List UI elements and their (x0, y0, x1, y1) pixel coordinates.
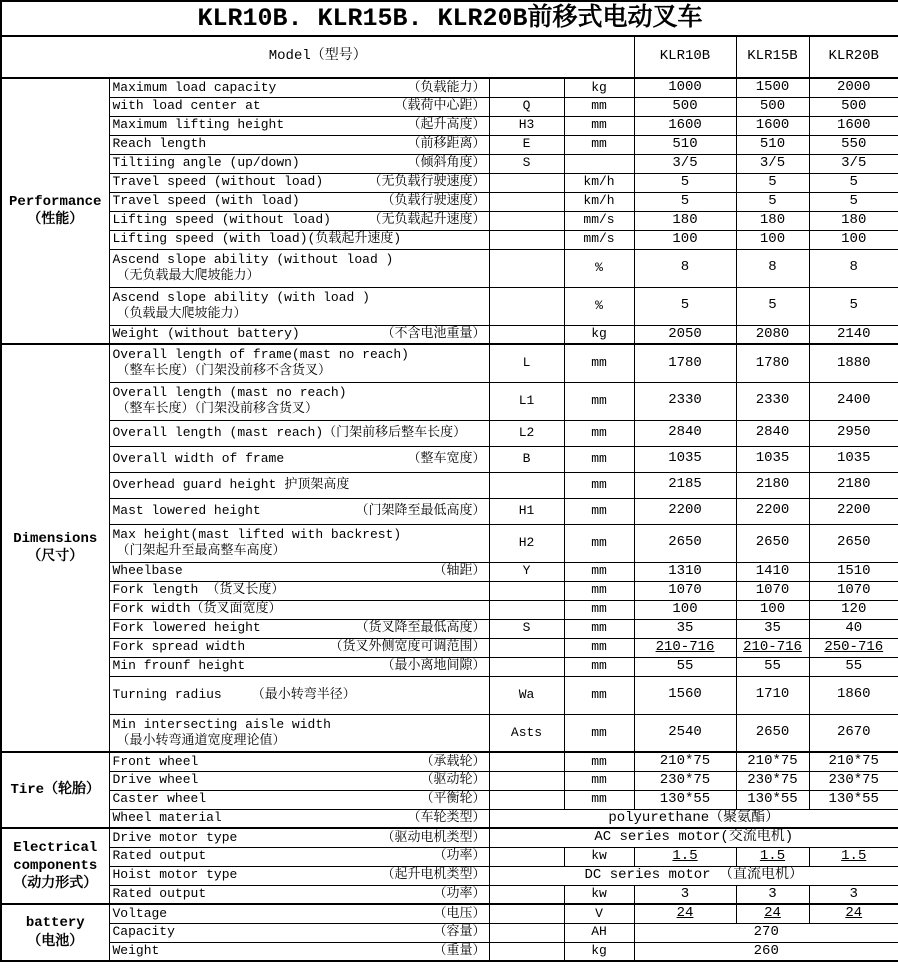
value-cell: 2200 (736, 498, 809, 524)
model-header-label: Model（型号） (1, 36, 634, 78)
value-cell: 8 (736, 249, 809, 287)
symbol-cell (489, 904, 564, 923)
section-label: battery （电池） (1, 904, 109, 961)
table-row (1, 714, 898, 752)
title-row (1, 1, 898, 36)
merged-value-cell: polyurethane（聚氨酯） (489, 809, 898, 828)
param-label: Weight (without battery) （不含电池重量） (109, 325, 489, 344)
unit-cell (564, 154, 634, 173)
symbol-cell: L1 (489, 382, 564, 420)
value-cell: 2080 (736, 325, 809, 344)
value-cell: 210*75 (736, 752, 809, 771)
value-cell: 5 (634, 173, 736, 192)
value-cell: 1860 (809, 676, 898, 714)
unit-cell: mm (564, 524, 634, 562)
unit-cell: mm (564, 97, 634, 116)
value-cell: 40 (809, 619, 898, 638)
value-cell: 2180 (736, 472, 809, 498)
value-cell: 210*75 (809, 752, 898, 771)
table-row (1, 847, 898, 866)
table-row (1, 676, 898, 714)
symbol-cell (489, 638, 564, 657)
symbol-cell (489, 472, 564, 498)
value-cell: 1000 (634, 78, 736, 97)
symbol-cell (489, 581, 564, 600)
value-cell: 100 (736, 600, 809, 619)
symbol-cell: H2 (489, 524, 564, 562)
unit-cell: kg (564, 325, 634, 344)
symbol-cell: S (489, 154, 564, 173)
value-cell: 3/5 (736, 154, 809, 173)
param-label: Rated output （功率） (109, 885, 489, 904)
section-label: Tire（轮胎） (1, 752, 109, 828)
param-label: Mast lowered height （门架降至最低高度） (109, 498, 489, 524)
value-cell: 1780 (634, 344, 736, 382)
value-cell: 130*55 (736, 790, 809, 809)
value-cell: 130*55 (634, 790, 736, 809)
value-cell: 1600 (809, 116, 898, 135)
value-cell: 1500 (736, 78, 809, 97)
unit-cell: kw (564, 847, 634, 866)
param-label: Ascend slope ability (without load ) （无负载最大爬坡能力） (109, 249, 489, 287)
table-row (1, 923, 898, 942)
symbol-cell: Asts (489, 714, 564, 752)
value-cell: 5 (634, 192, 736, 211)
value-cell: 1.5 (736, 847, 809, 866)
table-row (1, 771, 898, 790)
symbol-cell (489, 847, 564, 866)
param-label: Travel speed (without load) （无负载行驶速度） (109, 173, 489, 192)
table-row (1, 942, 898, 961)
symbol-cell (489, 192, 564, 211)
table-row (1, 562, 898, 581)
table-row (1, 472, 898, 498)
unit-cell: mm (564, 752, 634, 771)
value-cell: 3 (809, 885, 898, 904)
value-cell: 1880 (809, 344, 898, 382)
value-cell: 2840 (736, 420, 809, 446)
merged-value-cell: AC series motor(交流电机) (489, 828, 898, 847)
value-cell: 5 (809, 173, 898, 192)
table-row (1, 619, 898, 638)
table-row (1, 809, 898, 828)
merged-value-cell: DC series motor （直流电机） (489, 866, 898, 885)
value-cell: 8 (809, 249, 898, 287)
table-row (1, 828, 898, 847)
param-label: Wheelbase （轴距） (109, 562, 489, 581)
value-cell: 180 (634, 211, 736, 230)
value-cell: 55 (634, 657, 736, 676)
param-label: Rated output （功率） (109, 847, 489, 866)
value-cell: 2840 (634, 420, 736, 446)
table-row (1, 154, 898, 173)
value-cell: 24 (634, 904, 736, 923)
table-row (1, 446, 898, 472)
page-title: KLR10B. KLR15B. KLR20B前移式电动叉车 (1, 1, 898, 36)
symbol-cell: S (489, 619, 564, 638)
table-row (1, 116, 898, 135)
symbol-cell (489, 752, 564, 771)
value-cell: 8 (634, 249, 736, 287)
param-label: Min intersecting aisle width （最小转弯通道宽度理论值） (109, 714, 489, 752)
symbol-cell (489, 78, 564, 97)
value-cell: 100 (634, 230, 736, 249)
value-cell: 120 (809, 600, 898, 619)
symbol-cell: L (489, 344, 564, 382)
value-cell: 3/5 (634, 154, 736, 173)
table-row (1, 249, 898, 287)
value-cell: 210-716 (736, 638, 809, 657)
param-label: Turning radius （最小转弯半径） (109, 676, 489, 714)
value-cell: 5 (736, 287, 809, 325)
value-cell: 55 (809, 657, 898, 676)
param-label: Min frounf height （最小离地间隙） (109, 657, 489, 676)
param-label: Overall length (mast no reach) （整车长度）（门架没前移含货叉） (109, 382, 489, 420)
value-cell: 2140 (809, 325, 898, 344)
unit-cell: mm (564, 446, 634, 472)
value-cell: 2330 (736, 382, 809, 420)
merged-value-cell: 270 (634, 923, 898, 942)
value-cell: 1310 (634, 562, 736, 581)
symbol-cell (489, 885, 564, 904)
unit-cell: mm/s (564, 211, 634, 230)
section-label: Performance （性能） (1, 78, 109, 344)
unit-cell: V (564, 904, 634, 923)
param-label: Overhead guard height 护顶架高度 (109, 472, 489, 498)
symbol-cell (489, 790, 564, 809)
value-cell: 130*55 (809, 790, 898, 809)
table-row (1, 866, 898, 885)
table-row (1, 135, 898, 154)
value-cell: 210-716 (634, 638, 736, 657)
value-cell: 5 (736, 192, 809, 211)
symbol-cell (489, 230, 564, 249)
symbol-cell: H3 (489, 116, 564, 135)
model-column-klr10b: KLR10B (634, 36, 736, 78)
value-cell: 2670 (809, 714, 898, 752)
table-row (1, 344, 898, 382)
spec-table-body (1, 78, 898, 961)
unit-cell: km/h (564, 192, 634, 211)
value-cell: 1035 (736, 446, 809, 472)
unit-cell: mm (564, 472, 634, 498)
value-cell: 55 (736, 657, 809, 676)
unit-cell: mm (564, 600, 634, 619)
unit-cell: mm (564, 714, 634, 752)
table-row (1, 287, 898, 325)
value-cell: 210*75 (634, 752, 736, 771)
value-cell: 1035 (809, 446, 898, 472)
value-cell: 24 (736, 904, 809, 923)
param-label: Maximum load capacity （负载能力） (109, 78, 489, 97)
unit-cell: % (564, 249, 634, 287)
value-cell: 2180 (809, 472, 898, 498)
param-label: Maximum lifting height （起升高度） (109, 116, 489, 135)
table-row (1, 581, 898, 600)
value-cell: 100 (809, 230, 898, 249)
value-cell: 1410 (736, 562, 809, 581)
param-label: Overall width of frame （整车宽度） (109, 446, 489, 472)
value-cell: 3/5 (809, 154, 898, 173)
value-cell: 2950 (809, 420, 898, 446)
value-cell: 3 (736, 885, 809, 904)
param-label: Fork spread width （货叉外侧宽度可调范围） (109, 638, 489, 657)
model-column-klr15b: KLR15B (736, 36, 809, 78)
unit-cell: mm (564, 581, 634, 600)
section-label: Dimensions （尺寸） (1, 344, 109, 752)
value-cell: 550 (809, 135, 898, 154)
symbol-cell (489, 923, 564, 942)
table-row (1, 230, 898, 249)
table-row (1, 498, 898, 524)
value-cell: 1070 (634, 581, 736, 600)
value-cell: 2200 (809, 498, 898, 524)
value-cell: 2330 (634, 382, 736, 420)
unit-cell: mm (564, 638, 634, 657)
unit-cell: mm (564, 771, 634, 790)
value-cell: 1070 (736, 581, 809, 600)
value-cell: 2650 (809, 524, 898, 562)
value-cell: 5 (809, 192, 898, 211)
param-label: Drive wheel （驱动轮） (109, 771, 489, 790)
param-label: Fork width （货叉面宽度） (109, 600, 489, 619)
param-label: Reach length （前移距离） (109, 135, 489, 154)
value-cell: 2000 (809, 78, 898, 97)
value-cell: 35 (736, 619, 809, 638)
unit-cell: mm (564, 790, 634, 809)
param-label: Hoist motor type （起升电机类型） (109, 866, 489, 885)
value-cell: 500 (634, 97, 736, 116)
value-cell: 1.5 (809, 847, 898, 866)
table-row (1, 600, 898, 619)
symbol-cell: L2 (489, 420, 564, 446)
value-cell: 2200 (634, 498, 736, 524)
symbol-cell: H1 (489, 498, 564, 524)
param-label: Travel speed (with load) （负载行驶速度） (109, 192, 489, 211)
header-row (1, 36, 898, 78)
value-cell: 230*75 (634, 771, 736, 790)
table-row (1, 885, 898, 904)
unit-cell: mm (564, 498, 634, 524)
symbol-cell (489, 287, 564, 325)
unit-cell: % (564, 287, 634, 325)
table-row (1, 752, 898, 771)
value-cell: 1035 (634, 446, 736, 472)
table-row (1, 173, 898, 192)
param-label: Weight （重量） (109, 942, 489, 961)
value-cell: 35 (634, 619, 736, 638)
unit-cell: kg (564, 78, 634, 97)
unit-cell: mm (564, 657, 634, 676)
value-cell: 5 (736, 173, 809, 192)
param-label: Wheel material （车轮类型） (109, 809, 489, 828)
table-row (1, 904, 898, 923)
value-cell: 1780 (736, 344, 809, 382)
section-label: Electrical components （动力形式） (1, 828, 109, 904)
value-cell: 1510 (809, 562, 898, 581)
unit-cell: mm (564, 382, 634, 420)
symbol-cell (489, 600, 564, 619)
param-label: Fork length （货叉长度） (109, 581, 489, 600)
value-cell: 2650 (634, 524, 736, 562)
unit-cell: mm (564, 676, 634, 714)
table-row (1, 420, 898, 446)
symbol-cell: Q (489, 97, 564, 116)
param-label: Lifting speed (with load) (负载起升速度) (109, 230, 489, 249)
param-label: with load center at （载荷中心距） (109, 97, 489, 116)
value-cell: 1710 (736, 676, 809, 714)
symbol-cell (489, 173, 564, 192)
value-cell: 230*75 (809, 771, 898, 790)
table-row (1, 638, 898, 657)
value-cell: 2650 (736, 714, 809, 752)
value-cell: 500 (736, 97, 809, 116)
value-cell: 1600 (736, 116, 809, 135)
param-label: Front wheel （承载轮） (109, 752, 489, 771)
value-cell: 510 (634, 135, 736, 154)
value-cell: 1.5 (634, 847, 736, 866)
table-row (1, 790, 898, 809)
value-cell: 180 (736, 211, 809, 230)
value-cell: 24 (809, 904, 898, 923)
unit-cell: mm (564, 619, 634, 638)
symbol-cell: Wa (489, 676, 564, 714)
symbol-cell (489, 657, 564, 676)
symbol-cell (489, 325, 564, 344)
param-label: Lifting speed (without load) （无负载起升速度） (109, 211, 489, 230)
symbol-cell (489, 249, 564, 287)
symbol-cell (489, 211, 564, 230)
symbol-cell (489, 771, 564, 790)
value-cell: 2400 (809, 382, 898, 420)
table-row (1, 78, 898, 97)
param-label: Drive motor type （驱动电机类型） (109, 828, 489, 847)
value-cell: 510 (736, 135, 809, 154)
unit-cell: mm (564, 344, 634, 382)
symbol-cell: B (489, 446, 564, 472)
table-row (1, 524, 898, 562)
unit-cell: mm (564, 116, 634, 135)
unit-cell: kw (564, 885, 634, 904)
table-row (1, 97, 898, 116)
unit-cell: mm (564, 562, 634, 581)
symbol-cell (489, 942, 564, 961)
param-label: Caster wheel （平衡轮） (109, 790, 489, 809)
value-cell: 180 (809, 211, 898, 230)
value-cell: 1560 (634, 676, 736, 714)
unit-cell: AH (564, 923, 634, 942)
value-cell: 2050 (634, 325, 736, 344)
value-cell: 1070 (809, 581, 898, 600)
unit-cell: mm (564, 135, 634, 154)
unit-cell: mm (564, 420, 634, 446)
table-row (1, 211, 898, 230)
param-label: Fork lowered height （货叉降至最低高度） (109, 619, 489, 638)
value-cell: 2540 (634, 714, 736, 752)
param-label: Overall length (mast reach) （门架前移后整车长度） (109, 420, 489, 446)
unit-cell: km/h (564, 173, 634, 192)
unit-cell: mm/s (564, 230, 634, 249)
value-cell: 5 (809, 287, 898, 325)
table-row (1, 192, 898, 211)
value-cell: 100 (634, 600, 736, 619)
value-cell: 1600 (634, 116, 736, 135)
table-row (1, 382, 898, 420)
table-row (1, 325, 898, 344)
param-label: Overall length of frame(mast no reach) （整车长度）（门架没前移不含货叉） (109, 344, 489, 382)
value-cell: 500 (809, 97, 898, 116)
value-cell: 3 (634, 885, 736, 904)
value-cell: 250-716 (809, 638, 898, 657)
value-cell: 2650 (736, 524, 809, 562)
param-label: Ascend slope ability (with load ) （负载最大爬坡能力） (109, 287, 489, 325)
symbol-cell: E (489, 135, 564, 154)
merged-value-cell: 260 (634, 942, 898, 961)
param-label: Capacity （容量） (109, 923, 489, 942)
param-label: Voltage （电压） (109, 904, 489, 923)
table-row (1, 657, 898, 676)
value-cell: 5 (634, 287, 736, 325)
model-column-klr20b: KLR20B (809, 36, 898, 78)
symbol-cell: Y (489, 562, 564, 581)
param-label: Tiltiing angle (up/down) （倾斜角度） (109, 154, 489, 173)
value-cell: 2185 (634, 472, 736, 498)
value-cell: 100 (736, 230, 809, 249)
param-label: Max height(mast lifted with backrest) （门架起升至最高整车高度） (109, 524, 489, 562)
unit-cell: kg (564, 942, 634, 961)
value-cell: 230*75 (736, 771, 809, 790)
